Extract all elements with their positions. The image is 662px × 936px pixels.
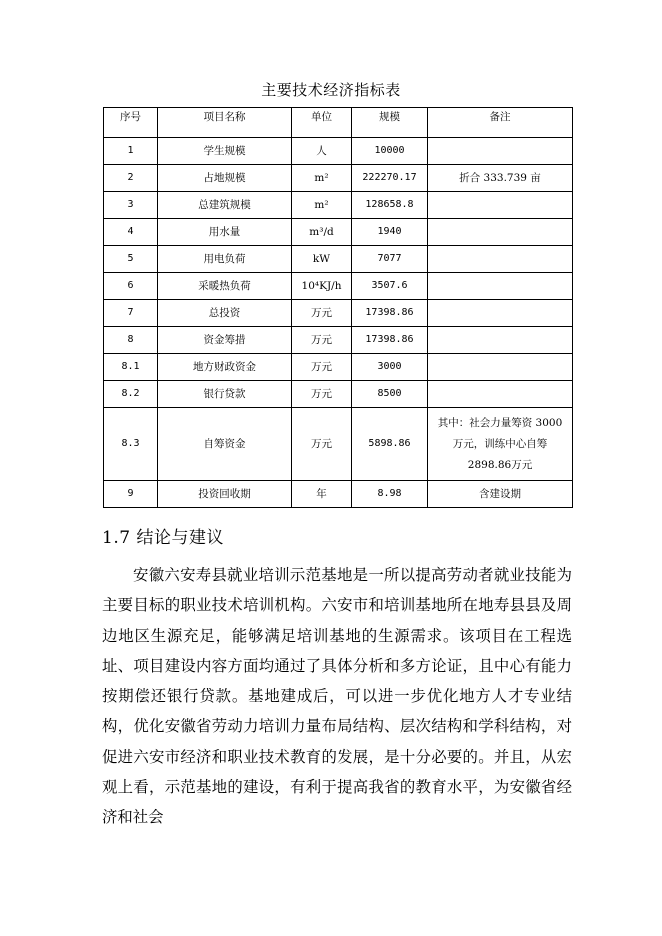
cell-no: 8 <box>104 327 158 354</box>
cell-scale: 3507.6 <box>352 273 428 300</box>
cell-no: 8.1 <box>104 354 158 381</box>
table-row <box>104 219 573 246</box>
cell-remark <box>428 192 573 219</box>
cell-unit: m² <box>292 165 352 192</box>
table-row <box>104 138 573 165</box>
cell-scale: 17398.86 <box>352 300 428 327</box>
table-row <box>104 192 573 219</box>
cell-remark: 其中：社会力量筹资 3000 万元，训练中心自筹 2898.86万元 <box>428 408 573 481</box>
cell-unit: 10⁴KJ/h <box>292 273 352 300</box>
cell-no: 5 <box>104 246 158 273</box>
header-no: 序号 <box>104 108 158 138</box>
cell-remark <box>428 246 573 273</box>
cell-remark <box>428 327 573 354</box>
table-row <box>104 381 573 408</box>
cell-no: 9 <box>104 481 158 508</box>
cell-no: 4 <box>104 219 158 246</box>
cell-remark <box>428 219 573 246</box>
cell-scale: 3000 <box>352 354 428 381</box>
cell-name: 占地规模 <box>158 165 292 192</box>
cell-unit: m³/d <box>292 219 352 246</box>
cell-remark <box>428 381 573 408</box>
cell-scale: 10000 <box>352 138 428 165</box>
cell-scale: 17398.86 <box>352 327 428 354</box>
cell-scale: 7077 <box>352 246 428 273</box>
cell-remark <box>428 273 573 300</box>
cell-unit: m² <box>292 192 352 219</box>
cell-remark <box>428 300 573 327</box>
cell-scale: 8500 <box>352 381 428 408</box>
cell-remark <box>428 354 573 381</box>
table-header-row <box>104 108 573 138</box>
cell-unit: 人 <box>292 138 352 165</box>
header-name: 项目名称 <box>158 108 292 138</box>
cell-no: 7 <box>104 300 158 327</box>
cell-no: 1 <box>104 138 158 165</box>
cell-no: 8.2 <box>104 381 158 408</box>
cell-no: 2 <box>104 165 158 192</box>
table-row <box>104 481 573 508</box>
cell-name: 自筹资金 <box>158 408 292 481</box>
cell-unit: 万元 <box>292 327 352 354</box>
cell-unit: 万元 <box>292 408 352 481</box>
table-row <box>104 273 573 300</box>
cell-name: 投资回收期 <box>158 481 292 508</box>
cell-unit: kW <box>292 246 352 273</box>
table-row <box>104 327 573 354</box>
section-heading: 1.7 结论与建议 <box>102 528 224 548</box>
header-remark: 备注 <box>428 108 573 138</box>
cell-remark <box>428 138 573 165</box>
cell-name: 总建筑规模 <box>158 192 292 219</box>
table-row <box>104 354 573 381</box>
header-unit: 单位 <box>292 108 352 138</box>
body-paragraph: 安徽六安寿县就业培训示范基地是一所以提高劳动者就业技能为主要目标的职业技术培训机构。六安市和培训基地所在地寿县县及周边地区生源充足，能够满足培训基地的生源需求。该项目在工程选址、项目建设内容方面均通过了具体分析和多方论证，且中心有能力按期偿还银行贷款。基地建成后，可以进一步优化地方人才专业结构，优化安徽省劳动力培训力量布局结构、层次结构和学科结构，对促进六安市经济和职业技术教育的发展，是十分必要的。并且，从宏观上看，示范基地的建设，有利于提高我省的教育水平，为安徽省经济和社会 <box>102 566 572 827</box>
cell-remark: 折合 333.739 亩 <box>428 165 573 192</box>
cell-scale: 8.98 <box>352 481 428 508</box>
cell-name: 总投资 <box>158 300 292 327</box>
header-scale: 规模 <box>352 108 428 138</box>
cell-name: 资金筹措 <box>158 327 292 354</box>
cell-no: 8.3 <box>104 408 158 481</box>
indicator-table <box>103 107 573 508</box>
cell-name: 银行贷款 <box>158 381 292 408</box>
cell-scale: 5898.86 <box>352 408 428 481</box>
cell-scale: 222270.17 <box>352 165 428 192</box>
cell-scale: 128658.8 <box>352 192 428 219</box>
cell-name: 地方财政资金 <box>158 354 292 381</box>
cell-remark: 含建设期 <box>428 481 573 508</box>
cell-unit: 万元 <box>292 381 352 408</box>
cell-name: 采暖热负荷 <box>158 273 292 300</box>
table-row <box>104 408 573 481</box>
table-row <box>104 246 573 273</box>
cell-no: 6 <box>104 273 158 300</box>
cell-no: 3 <box>104 192 158 219</box>
table-row <box>104 165 573 192</box>
cell-name: 学生规模 <box>158 138 292 165</box>
cell-unit: 年 <box>292 481 352 508</box>
table-title: 主要技术经济指标表 <box>261 81 401 99</box>
cell-name: 用水量 <box>158 219 292 246</box>
cell-name: 用电负荷 <box>158 246 292 273</box>
cell-scale: 1940 <box>352 219 428 246</box>
cell-unit: 万元 <box>292 300 352 327</box>
cell-unit: 万元 <box>292 354 352 381</box>
table-row <box>104 300 573 327</box>
